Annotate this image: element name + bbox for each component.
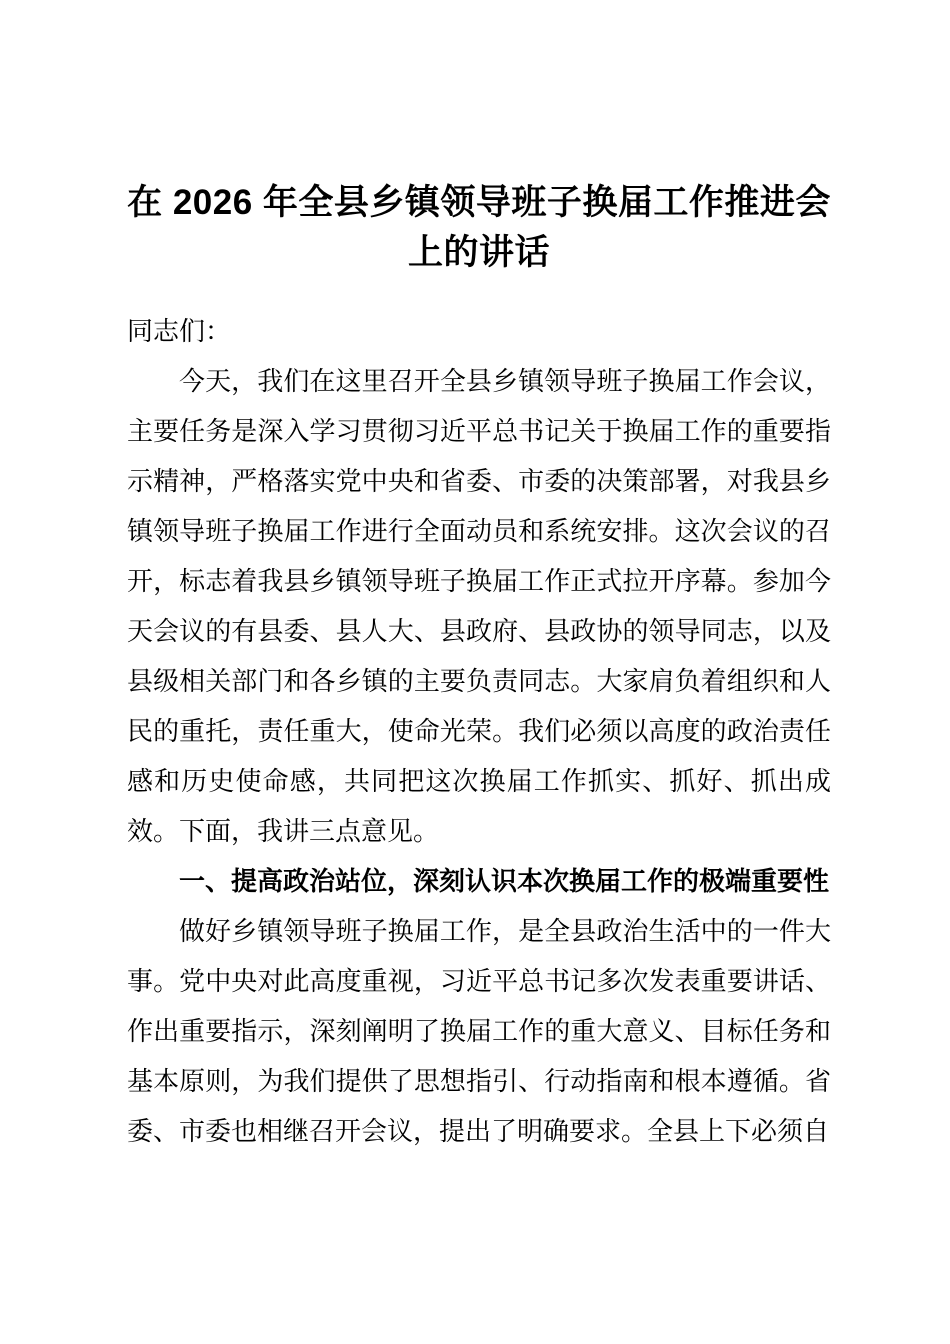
document-title — [127, 178, 831, 278]
document-title-line-1: 在 2026 年全县乡镇领导班子换届工作推进会 — [127, 183, 831, 222]
document-body — [127, 306, 831, 1156]
document-title-line-2: 上的讲话 — [407, 233, 550, 272]
section-heading-1: 一、提高政治站位，深刻认识本次换届工作的极端重要性 — [179, 866, 830, 896]
body-paragraph-2: 做好乡镇领导班子换届工作，是全县政治生活中的一件大事。党中央对此高度重视，习近平总书记多次发表重要讲话、作出重要指示，深刻阐明了换届工作的重大意义、目标任务和基本原则，为我们提供了思想指引、行动指南和根本遵循。省委、市委也相继召开会议，提出了明确要求。全县上下必须自 — [127, 916, 831, 1146]
body-paragraph-1: 今天，我们在这里召开全县乡镇领导班子换届工作会议，主要任务是深入学习贯彻习近平总书记关于换届工作的重要指示精神，严格落实党中央和省委、市委的决策部署，对我县乡镇领导班子换届工作进行全面动员和系统安排。这次会议的召开，标志着我县乡镇领导班子换届工作正式拉开序幕。参加今天会议的有县委、县人大、县政府、县政协的领导同志，以及县级相关部门和各乡镇的主要负责同志。大家肩负着组织和人民的重托，责任重大，使命光荣。我们必须以高度的政治责任感和历史使命感，共同把这次换届工作抓实、抓好、抓出成效。下面，我讲三点意见。 — [127, 366, 831, 846]
salutation: 同志们： — [127, 316, 232, 346]
